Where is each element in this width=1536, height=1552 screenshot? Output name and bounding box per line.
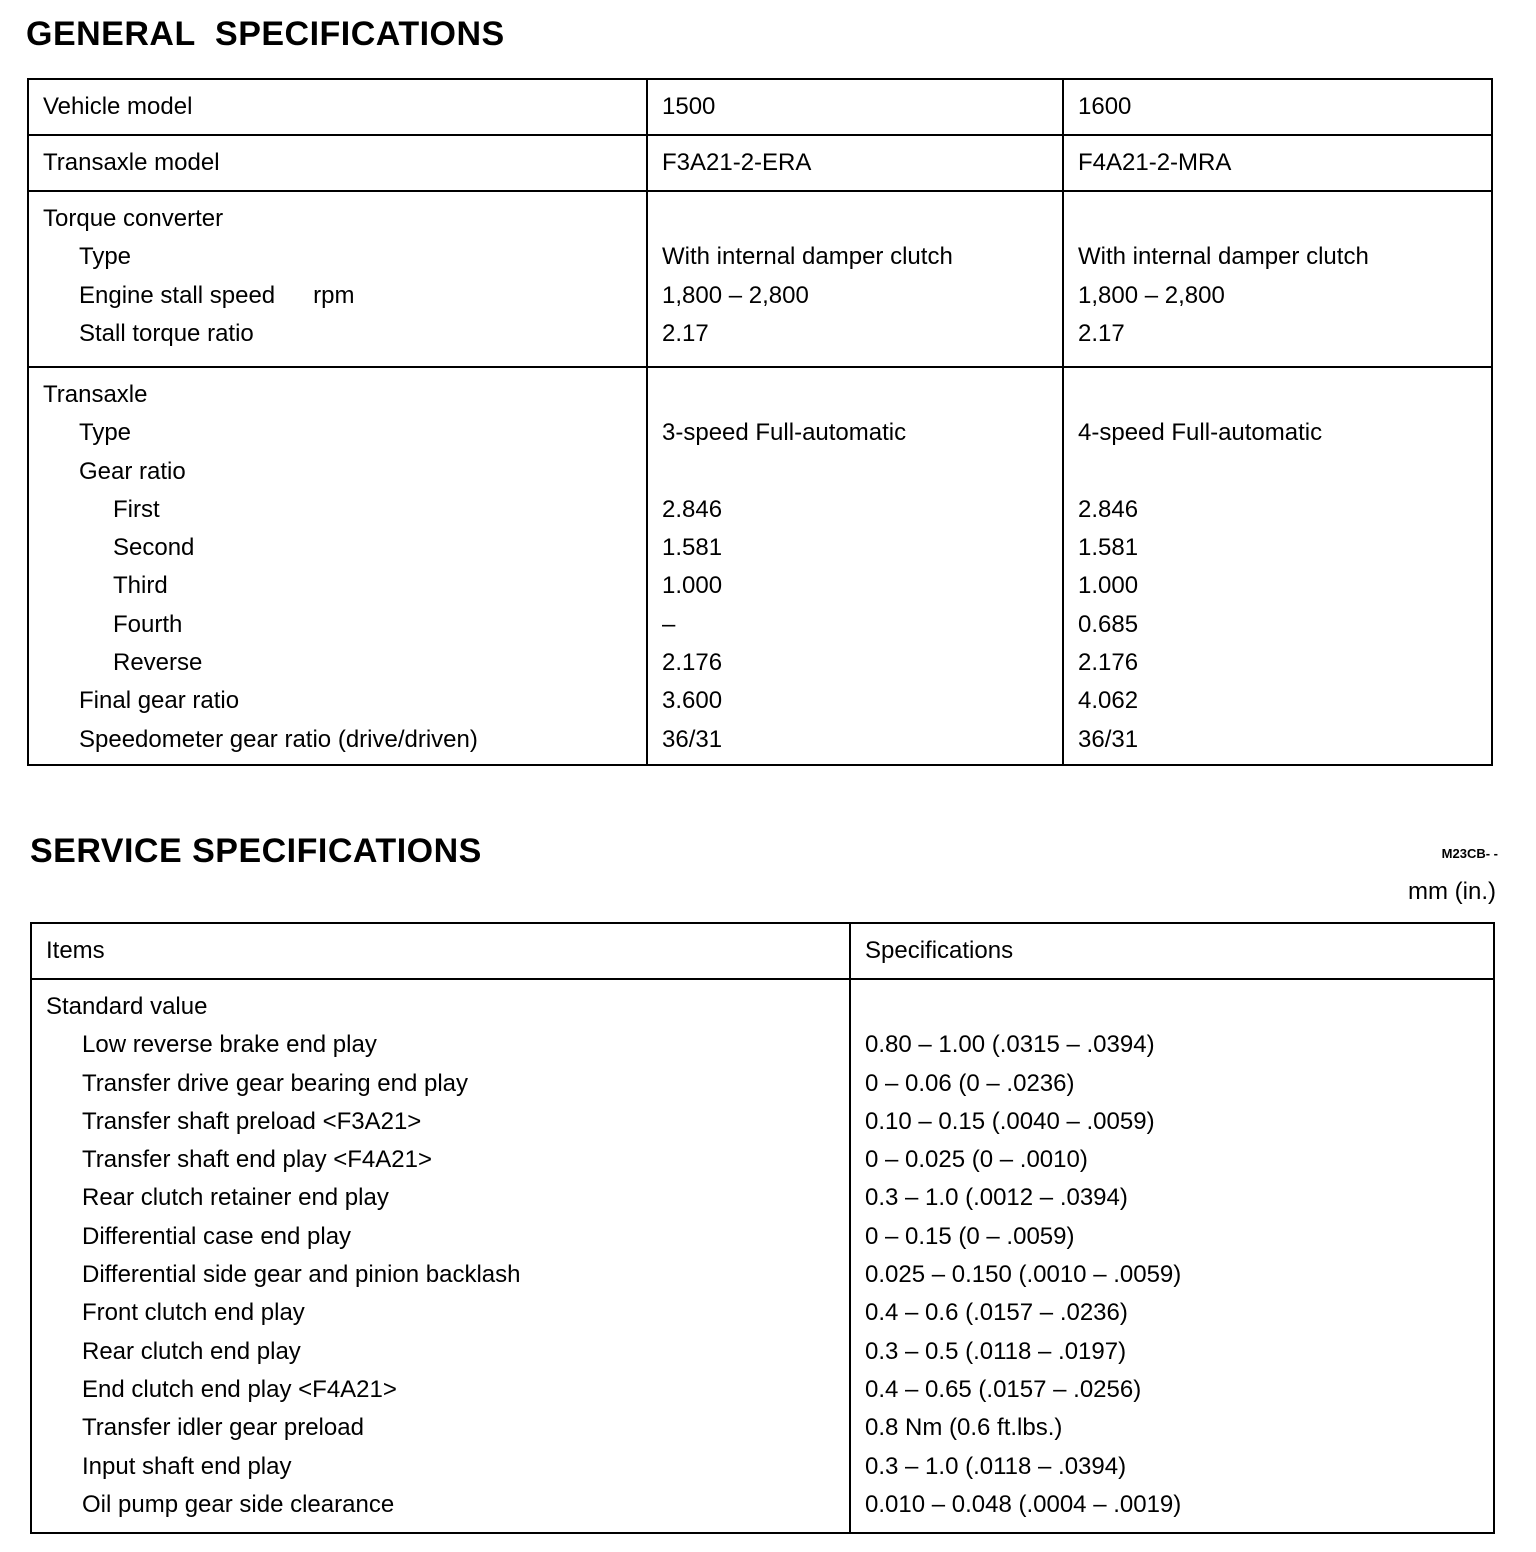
item-spec: 0 – 0.06 (0 – .0236) <box>865 1069 1075 1097</box>
transaxle-model-label: Transaxle model <box>28 135 647 191</box>
item-label: Differential side gear and pinion backlash <box>82 1261 521 1289</box>
item-spec: 0.4 – 0.65 (.0157 – .0256) <box>865 1375 1142 1403</box>
specifications-header: Specifications <box>850 923 1494 979</box>
item-spec: 0.3 – 1.0 (.0012 – .0394) <box>865 1184 1128 1212</box>
stall-torque-1500: 2.17 <box>662 319 709 347</box>
items-header: Items <box>31 923 850 979</box>
torque-converter-label: Torque converter <box>43 205 224 232</box>
vehicle-model-1500: 1500 <box>647 79 1063 135</box>
units-note: mm (in.) <box>1408 878 1496 905</box>
reverse-1500: 2.176 <box>662 649 723 677</box>
table-row <box>28 367 1492 765</box>
specifications-column <box>850 979 1494 1533</box>
fourth-1500: – <box>662 610 676 638</box>
final-gear-ratio-1500: 3.600 <box>662 687 723 715</box>
first-1600: 2.846 <box>1078 495 1139 523</box>
item-label: Front clutch end play <box>82 1299 305 1327</box>
transaxle-model-1600: F4A21-2-MRA <box>1063 135 1492 191</box>
general-specifications-table <box>27 78 1493 766</box>
torque-converter-1600 <box>1063 191 1492 367</box>
table-row <box>28 135 1492 191</box>
blank-line <box>1078 453 1477 491</box>
torque-converter-1500 <box>647 191 1063 367</box>
transaxle-type-1600: 4-speed Full-automatic <box>1078 419 1323 447</box>
item-label: Rear clutch end play <box>82 1337 301 1365</box>
final-gear-ratio-label: Final gear ratio <box>79 687 240 715</box>
table-row <box>31 979 1494 1533</box>
stall-speed-unit: rpm <box>313 281 355 309</box>
second-label: Second <box>113 534 195 562</box>
item-spec: 0 – 0.025 (0 – .0010) <box>865 1146 1088 1174</box>
item-label: Differential case end play <box>82 1222 352 1250</box>
service-specifications-table <box>30 922 1495 1534</box>
speedometer-gear-ratio-1600: 36/31 <box>1078 725 1139 753</box>
blank-line <box>865 988 1479 1026</box>
fourth-label: Fourth <box>113 610 183 638</box>
stall-speed-1500: 1,800 – 2,800 <box>662 281 809 309</box>
stall-speed-1600: 1,800 – 2,800 <box>1078 281 1225 309</box>
standard-value-label: Standard value <box>46 993 208 1020</box>
tc-type-label: Type <box>79 243 132 271</box>
stall-torque-1600: 2.17 <box>1078 319 1125 347</box>
speedometer-gear-ratio-1500: 36/31 <box>662 725 723 753</box>
reverse-1600: 2.176 <box>1078 649 1139 677</box>
transaxle-type-label: Type <box>79 419 132 447</box>
general-specifications-title: GENERAL SPECIFICATIONS <box>26 15 505 53</box>
blank-line <box>662 376 1048 414</box>
stall-torque-label: Stall torque ratio <box>79 319 254 347</box>
item-spec: 0.10 – 0.15 (.0040 – .0059) <box>865 1107 1155 1135</box>
first-1500: 2.846 <box>662 495 723 523</box>
item-spec: 0.8 Nm (0.6 ft.lbs.) <box>865 1414 1063 1442</box>
item-label: Low reverse brake end play <box>82 1031 377 1059</box>
item-spec: 0 – 0.15 (0 – .0059) <box>865 1222 1075 1250</box>
table-row <box>28 191 1492 367</box>
first-label: First <box>113 495 160 523</box>
transaxle-1500 <box>647 367 1063 765</box>
item-spec: 0.80 – 1.00 (.0315 – .0394) <box>865 1031 1155 1059</box>
item-spec: 0.025 – 0.150 (.0010 – .0059) <box>865 1261 1182 1289</box>
table-row <box>28 79 1492 135</box>
item-label: Transfer idler gear preload <box>82 1414 364 1442</box>
transaxle-1600 <box>1063 367 1492 765</box>
stall-speed-row-label <box>43 277 632 315</box>
document-code: M23CB- - <box>1441 846 1498 861</box>
transaxle-labels <box>28 367 647 765</box>
blank-line <box>662 200 1048 238</box>
blank-line <box>1078 200 1477 238</box>
gear-ratio-label: Gear ratio <box>79 457 186 485</box>
item-label: End clutch end play <F4A21> <box>82 1375 397 1403</box>
item-label: Rear clutch retainer end play <box>82 1184 389 1212</box>
item-spec: 0.3 – 1.0 (.0118 – .0394) <box>865 1452 1127 1480</box>
item-label: Transfer shaft end play <F4A21> <box>82 1146 432 1174</box>
second-1500: 1.581 <box>662 534 723 562</box>
tc-type-1500: With internal damper clutch <box>662 243 953 271</box>
item-spec: 0.3 – 0.5 (.0118 – .0197) <box>865 1337 1127 1365</box>
table-header-row <box>31 923 1494 979</box>
item-spec: 0.4 – 0.6 (.0157 – .0236) <box>865 1299 1128 1327</box>
final-gear-ratio-1600: 4.062 <box>1078 687 1139 715</box>
stall-speed-label: Engine stall speed <box>79 281 276 309</box>
items-column <box>31 979 850 1533</box>
item-label: Transfer drive gear bearing end play <box>82 1069 468 1097</box>
blank-line <box>1078 376 1477 414</box>
torque-converter-labels <box>28 191 647 367</box>
speedometer-gear-ratio-label: Speedometer gear ratio (drive/driven) <box>79 725 478 753</box>
vehicle-model-1600: 1600 <box>1063 79 1492 135</box>
tc-type-1600: With internal damper clutch <box>1078 243 1369 271</box>
transaxle-type-1500: 3-speed Full-automatic <box>662 419 907 447</box>
third-label: Third <box>113 572 168 600</box>
item-label: Transfer shaft preload <F3A21> <box>82 1107 422 1135</box>
service-specifications-title: SERVICE SPECIFICATIONS <box>30 832 482 870</box>
blank-line <box>662 453 1048 491</box>
item-label: Input shaft end play <box>82 1452 292 1480</box>
item-spec: 0.010 – 0.048 (.0004 – .0019) <box>865 1490 1182 1518</box>
second-1600: 1.581 <box>1078 534 1139 562</box>
transaxle-label: Transaxle <box>43 381 148 408</box>
item-label: Oil pump gear side clearance <box>82 1490 395 1518</box>
transaxle-model-1500: F3A21-2-ERA <box>647 135 1063 191</box>
reverse-label: Reverse <box>113 649 203 677</box>
third-1500: 1.000 <box>662 572 723 600</box>
third-1600: 1.000 <box>1078 572 1139 600</box>
fourth-1600: 0.685 <box>1078 610 1139 638</box>
vehicle-model-label: Vehicle model <box>28 79 647 135</box>
